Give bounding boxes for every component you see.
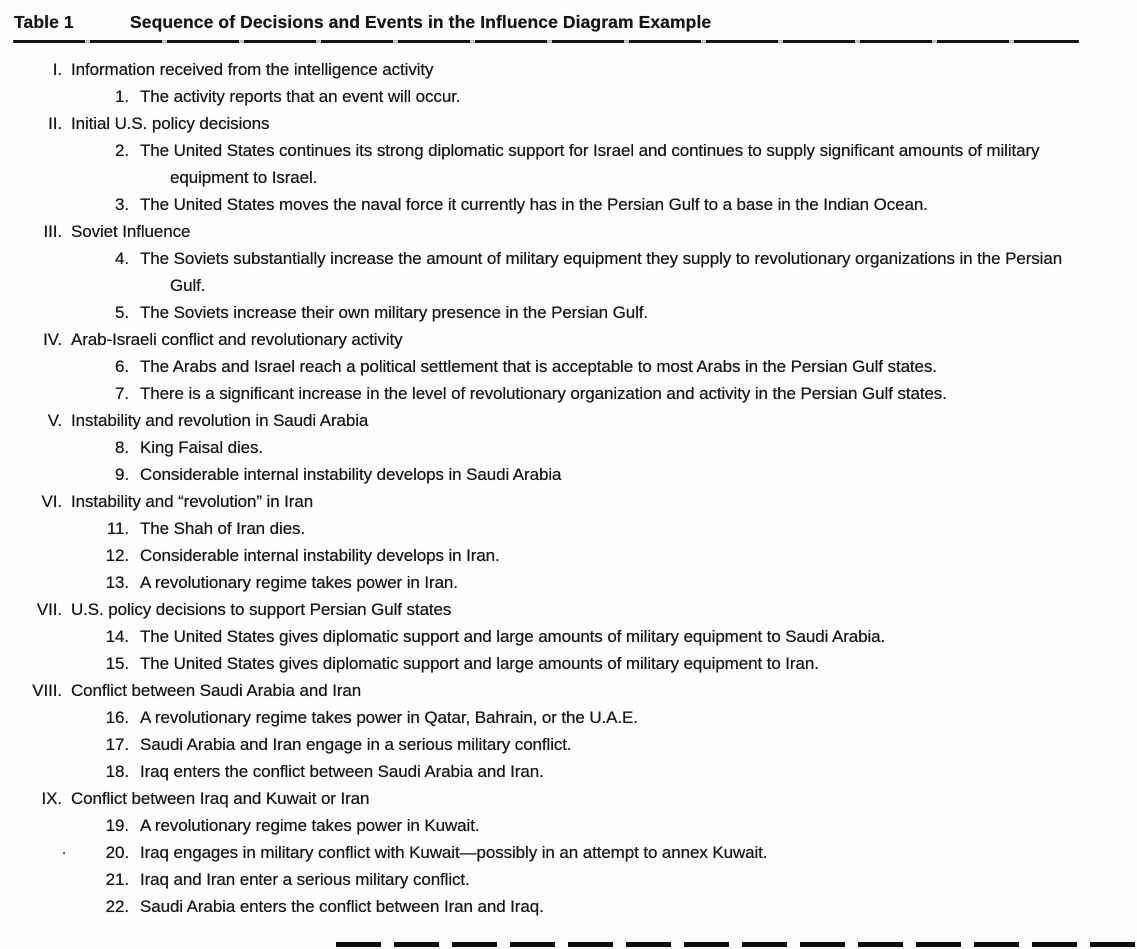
section-numeral: I. xyxy=(52,60,62,79)
item-text: The activity reports that an event will occur. xyxy=(140,87,461,106)
item-row xyxy=(0,542,1137,569)
section-heading: Conflict between Iraq and Kuwait or Iran xyxy=(71,789,370,808)
item-number: 16. xyxy=(105,708,129,727)
item-row xyxy=(0,245,1137,299)
section-numeral: IV. xyxy=(43,330,62,349)
item-row xyxy=(0,137,1137,191)
item-number: 2. xyxy=(115,141,129,160)
section-row xyxy=(0,218,1137,245)
section-row xyxy=(0,488,1137,515)
section-numeral: II. xyxy=(48,114,62,133)
item-text: The Soviets substantially increase the amount of military equipment they supply to revolutionary organizations in the Persian Gulf. xyxy=(140,249,1063,295)
item-row xyxy=(0,758,1137,785)
item-text: The United States gives diplomatic support and large amounts of military equipment to Saudi Arabia. xyxy=(140,627,886,646)
item-number: 13. xyxy=(105,573,129,592)
section-row xyxy=(0,596,1137,623)
item-number: 20. xyxy=(105,843,129,862)
item-number: 14. xyxy=(105,627,129,646)
item-row xyxy=(0,839,1137,866)
section-row xyxy=(0,110,1137,137)
item-row xyxy=(0,191,1137,218)
item-row xyxy=(0,650,1137,677)
item-text: Iraq engages in military conflict with Kuwait—possibly in an attempt to annex Kuwait. xyxy=(140,843,768,862)
section-heading: Instability and revolution in Saudi Arabia xyxy=(71,411,369,430)
item-row xyxy=(0,380,1137,407)
table-header xyxy=(0,0,1137,34)
section-row xyxy=(0,785,1137,812)
item-row xyxy=(0,353,1137,380)
table-title: Sequence of Decisions and Events in the Influence Diagram Example xyxy=(130,12,712,32)
item-row xyxy=(0,812,1137,839)
item-number: 6. xyxy=(115,357,129,376)
item-text: The United States gives diplomatic support and large amounts of military equipment to Iran. xyxy=(140,654,819,673)
section-heading: Arab-Israeli conflict and revolutionary activity xyxy=(71,330,403,349)
item-row xyxy=(0,866,1137,893)
item-number: 11. xyxy=(106,519,129,538)
item-number: 1. xyxy=(115,87,129,106)
item-text: Considerable internal instability develops in Iran. xyxy=(140,546,500,565)
item-text: The United States moves the naval force it currently has in the Persian Gulf to a base in the Indian Ocean. xyxy=(140,195,928,214)
section-heading: Soviet Influence xyxy=(71,222,191,241)
section-numeral: VIII. xyxy=(32,681,62,700)
section-numeral: VII. xyxy=(36,600,62,619)
item-text: King Faisal dies. xyxy=(140,438,264,457)
item-text: Saudi Arabia enters the conflict between Iran and Iraq. xyxy=(140,897,544,916)
section-heading: Instability and “revolution” in Iran xyxy=(71,492,314,511)
section-heading: Initial U.S. policy decisions xyxy=(71,114,270,133)
item-row xyxy=(0,299,1137,326)
item-number: 21. xyxy=(105,870,129,889)
item-text: The Arabs and Israel reach a political settlement that is acceptable to most Arabs in the Persian Gulf states. xyxy=(140,357,937,376)
item-number: 15. xyxy=(105,654,129,673)
item-number: 3. xyxy=(115,195,129,214)
table-label: Table 1 xyxy=(14,12,74,32)
section-heading: Information received from the intelligence activity xyxy=(71,60,434,79)
item-number: 18. xyxy=(105,762,129,781)
item-text: Considerable internal instability develops in Saudi Arabia xyxy=(140,465,562,484)
section-row xyxy=(0,56,1137,83)
item-row xyxy=(0,434,1137,461)
item-row xyxy=(0,515,1137,542)
item-text: A revolutionary regime takes power in Kuwait. xyxy=(140,816,480,835)
item-number: 8. xyxy=(115,438,129,457)
section-numeral: III. xyxy=(43,222,62,241)
section-heading: U.S. policy decisions to support Persian Gulf states xyxy=(71,600,452,619)
section-heading: Conflict between Saudi Arabia and Iran xyxy=(71,681,362,700)
item-number: 22. xyxy=(105,897,129,916)
item-number: 7. xyxy=(115,384,129,403)
sequence-list xyxy=(0,56,1137,920)
item-number: 5. xyxy=(115,303,129,322)
item-row xyxy=(0,704,1137,731)
item-number: 4. xyxy=(115,249,129,268)
section-numeral: VI. xyxy=(41,492,62,511)
item-text: Iraq enters the conflict between Saudi Arabia and Iran. xyxy=(140,762,544,781)
bottom-rule xyxy=(336,942,1135,947)
title-rule xyxy=(13,40,1079,43)
item-number: 9. xyxy=(115,465,129,484)
section-numeral: IX. xyxy=(41,789,62,808)
item-text: The Shah of Iran dies. xyxy=(140,519,306,538)
item-text: Saudi Arabia and Iran engage in a serious military conflict. xyxy=(140,735,572,754)
section-row xyxy=(0,407,1137,434)
item-row xyxy=(0,569,1137,596)
item-text: The United States continues its strong diplomatic support for Israel and continues to supply significant amounts of military equipment to Israel. xyxy=(140,141,1040,187)
section-row xyxy=(0,326,1137,353)
stray-dot-mark: . xyxy=(62,841,67,858)
section-numeral: V. xyxy=(47,411,62,430)
item-number: 12. xyxy=(105,546,129,565)
item-text: The Soviets increase their own military presence in the Persian Gulf. xyxy=(140,303,649,322)
item-row xyxy=(0,83,1137,110)
item-text: A revolutionary regime takes power in Iran. xyxy=(140,573,458,592)
item-text: Iraq and Iran enter a serious military conflict. xyxy=(140,870,470,889)
item-number: 17. xyxy=(105,735,129,754)
item-text: There is a significant increase in the level of revolutionary organization and activity in the Persian Gulf states. xyxy=(140,384,947,403)
item-text: A revolutionary regime takes power in Qatar, Bahrain, or the U.A.E. xyxy=(140,708,638,727)
section-row xyxy=(0,677,1137,704)
item-row xyxy=(0,461,1137,488)
item-number: 19. xyxy=(105,816,129,835)
item-row xyxy=(0,731,1137,758)
item-row xyxy=(0,623,1137,650)
item-row xyxy=(0,893,1137,920)
